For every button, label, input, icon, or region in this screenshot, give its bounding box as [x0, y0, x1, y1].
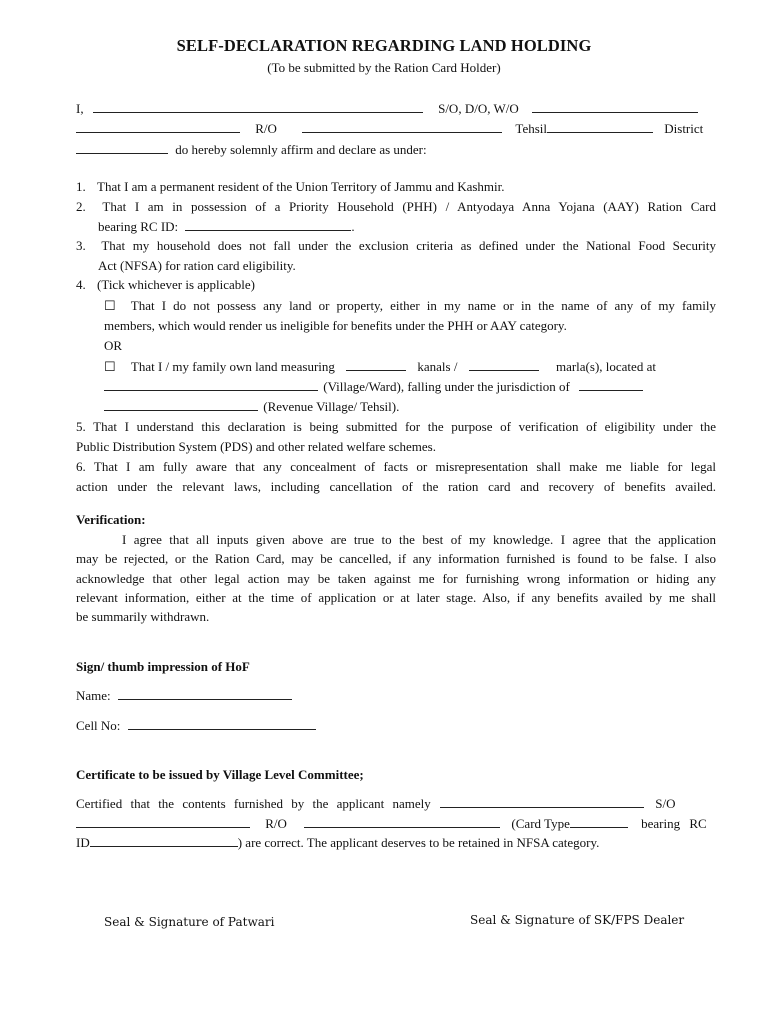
revenue-village-field[interactable] — [104, 399, 258, 411]
certificate-heading: Certificate to be issued by Village Level Committee; — [76, 767, 364, 782]
verification-line-2 — [76, 551, 716, 567]
certificate-rc-id-field[interactable] — [90, 835, 238, 847]
certificate-ro-label: R/O — [265, 816, 287, 831]
kanals-field[interactable] — [346, 359, 406, 371]
or-separator — [104, 338, 204, 354]
ro-label: R/O — [255, 121, 277, 136]
point-1 — [76, 179, 716, 195]
patwari-signature-label: Seal & Signature of Patwari — [104, 915, 275, 929]
intro-i: I, — [76, 101, 84, 116]
verification-line-4 — [76, 590, 716, 606]
village-ward-field[interactable] — [104, 379, 318, 391]
kanals-label: kanals / — [417, 359, 458, 374]
tehsil-label: Tehsil — [515, 121, 548, 136]
option-2-line-3 — [104, 399, 716, 415]
relation-label: S/O, D/O, W/O — [438, 101, 519, 116]
verification-text-2: may be rejected, or the Ration Card, may be cancelled, if any information furnished is found to be false. I also — [76, 551, 716, 566]
jurisdiction-field[interactable] — [579, 379, 643, 391]
cell-field[interactable] — [128, 718, 316, 730]
revenue-village-label: (Revenue Village/ Tehsil). — [263, 399, 400, 414]
verification-line-3 — [76, 571, 716, 587]
applicant-relation-field[interactable] — [76, 816, 250, 828]
or-text: OR — [104, 338, 123, 353]
option-1-line-1 — [104, 298, 716, 314]
bearing-rc-label: bearing RC — [641, 816, 707, 831]
point-2-number: 2. — [76, 199, 86, 214]
verification-line-1 — [122, 532, 716, 548]
verification-text-5: be summarily withdrawn. — [76, 609, 210, 624]
affirm-text: do hereby solemnly affirm and declare as under: — [175, 142, 427, 157]
point-5-line-1 — [76, 419, 716, 435]
village-ward-label: (Village/Ward), falling under the jurisdiction of — [323, 379, 570, 394]
point-2-text: That I am in possession of a Priority Household (PHH) / Antyodaya Anna Yojana (AAY) Ration Card — [102, 199, 717, 214]
residence-field[interactable] — [302, 121, 502, 133]
point-3-text-cont: Act (NFSA) for ration card eligibility. — [98, 258, 296, 273]
certificate-line-3 — [76, 835, 716, 851]
relation-name-field-cont[interactable] — [76, 121, 240, 133]
option-2-line-1 — [104, 359, 716, 375]
point-6-line-1 — [76, 459, 716, 475]
certificate-text-3: ) are correct. The applicant deserves to be retained in NFSA category. — [237, 835, 600, 850]
name-line — [76, 688, 716, 704]
name-field[interactable] — [93, 101, 423, 113]
option-1-checkbox[interactable]: ☐ — [104, 298, 116, 313]
point-3-number: 3. — [76, 238, 86, 253]
verification-line-5 — [76, 609, 716, 625]
intro-line-1 — [76, 101, 716, 117]
point-4-number: 4. — [76, 277, 86, 292]
cell-line — [76, 718, 716, 734]
certificate-line-1 — [76, 796, 716, 812]
point-1-text: That I am a permanent resident of the Union Territory of Jammu and Kashmir. — [97, 179, 505, 194]
hof-name-label: Name: — [76, 688, 111, 703]
rc-id-label: bearing RC ID: — [98, 219, 179, 234]
tehsil-field[interactable] — [547, 121, 653, 133]
option-1-text: That I do not possess any land or property, either in my name or in the name of any of my family — [130, 298, 716, 313]
verification-text-4: relevant information, either at the time of application or at later stage. Also, if any benefits availed by me shall — [76, 590, 716, 605]
intro-line-3 — [76, 142, 716, 158]
page-subtitle: (To be submitted by the Ration Card Holder) — [267, 60, 501, 75]
option-1-line-2 — [104, 318, 716, 334]
option-2-text: That I / my family own land measuring — [130, 359, 335, 374]
page-title: SELF-DECLARATION REGARDING LAND HOLDING — [176, 36, 592, 55]
certificate-line-2 — [76, 816, 716, 832]
verification-heading: Verification: — [76, 512, 146, 527]
intro-line-2 — [76, 121, 716, 137]
option-2-checkbox[interactable]: ☐ — [104, 359, 116, 374]
rc-id-field[interactable] — [185, 219, 351, 231]
cell-label: Cell No: — [76, 718, 121, 733]
marlas-field[interactable] — [469, 359, 539, 371]
marlas-label: marla(s), located at — [555, 359, 656, 374]
applicant-name-field[interactable] — [440, 796, 644, 808]
verification-text-3: acknowledge that other legal action may be taken against me for furnishing wrong information or hiding any — [76, 571, 716, 586]
point-2-line-2 — [98, 219, 716, 235]
hof-name-field[interactable] — [118, 688, 292, 700]
verification-text-1: I agree that all inputs given above are true to the best of my knowledge. I agree that the application — [122, 532, 716, 547]
point-3-line-2 — [98, 258, 716, 274]
certificate-so-label: S/O — [655, 796, 676, 811]
district-field[interactable] — [76, 142, 168, 154]
point-4-text: (Tick whichever is applicable) — [97, 277, 255, 292]
option-1-text-cont: members, which would render us ineligible for benefits under the PHH or AAY category. — [104, 318, 567, 333]
point-4 — [76, 277, 716, 293]
point-6-text: 6. That I am fully aware that any concealment of facts or misrepresentation shall make me liable for legal — [76, 459, 716, 474]
point-3-text: That my household does not fall under the exclusion criteria as defined under the National Food Security — [101, 238, 717, 253]
applicant-residence-field[interactable] — [304, 816, 500, 828]
point-1-number: 1. — [76, 179, 86, 194]
dealer-signature-label: Seal & Signature of SK/FPS Dealer — [470, 913, 685, 927]
district-label: District — [664, 121, 704, 136]
certificate-id-label: ID — [76, 835, 90, 850]
sign-heading: Sign/ thumb impression of HoF — [76, 659, 250, 674]
point-6-line-2 — [76, 479, 716, 495]
point-5-text-cont: Public Distribution System (PDS) and other related welfare schemes. — [76, 439, 436, 454]
card-type-field[interactable] — [570, 816, 628, 828]
certificate-text-1: Certified that the contents furnished by the applicant namely — [76, 796, 431, 811]
option-2-line-2 — [104, 379, 716, 395]
point-6-text-cont: action under the relevant laws, including cancellation of the ration card and recovery of benefits availed. — [76, 479, 716, 494]
rc-id-period: . — [351, 219, 355, 234]
relation-name-field[interactable] — [532, 101, 698, 113]
point-3-line-1 — [76, 238, 716, 254]
point-5-text: 5. That I understand this declaration is being submitted for the purpose of verification of eligibility under the — [76, 419, 716, 434]
card-type-label: (Card Type — [511, 816, 570, 831]
point-5-line-2 — [76, 439, 716, 455]
point-2-line-1 — [76, 199, 716, 215]
